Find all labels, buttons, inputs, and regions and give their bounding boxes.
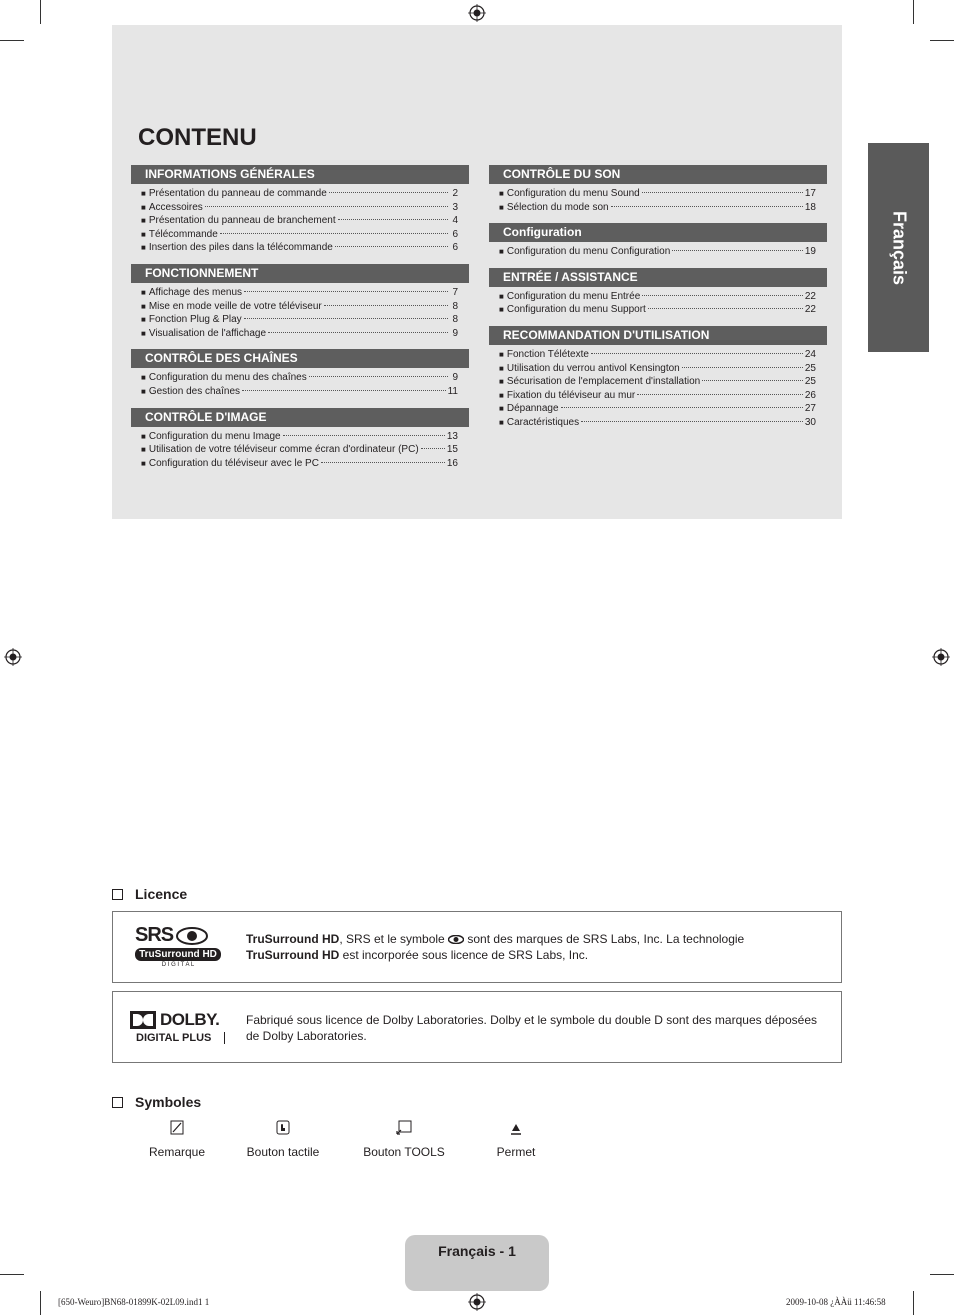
toc-entry[interactable] — [131, 457, 469, 471]
dot-leader — [561, 407, 803, 408]
toc-column-right — [489, 165, 827, 439]
toc-entry-label: Fonction Plug & Play — [148, 314, 242, 326]
square-bullet-icon: ■ — [141, 287, 146, 297]
toc-entry-label: Insertion des piles dans la télécommande — [148, 242, 333, 254]
toc-entry[interactable] — [489, 187, 827, 201]
toc-entry-page: 7 — [452, 286, 458, 298]
toc-entry-page: 9 — [452, 372, 458, 384]
crop-mark — [40, 1291, 41, 1315]
toc-entry-page: 25 — [804, 362, 816, 374]
toc-entry[interactable] — [489, 201, 827, 215]
dot-leader — [244, 291, 448, 292]
square-bullet-icon: ■ — [499, 404, 504, 414]
licence-heading — [112, 886, 187, 902]
symbol-touch-button — [245, 1118, 321, 1159]
square-bullet-icon: ■ — [141, 229, 146, 239]
srs-logo-sub: D I G I T A L — [161, 962, 195, 968]
dot-leader — [338, 219, 448, 220]
toc-section — [131, 165, 469, 255]
crop-mark — [40, 0, 41, 24]
toc-section-heading: CONTRÔLE D'IMAGE — [131, 408, 469, 427]
square-bullet-icon: ■ — [141, 243, 146, 253]
toc-entry-page: 3 — [452, 201, 458, 213]
symbol-note — [148, 1118, 206, 1159]
registration-mark-icon — [468, 4, 486, 22]
dot-leader — [321, 462, 445, 463]
toc-entry-label: Configuration du menu des chaînes — [148, 372, 307, 384]
toc-entry-label: Configuration du menu Sound — [506, 188, 640, 199]
srs-text-2: sont des marques de SRS Labs, Inc. La technologie — [464, 932, 745, 946]
toc-entry-page: 16 — [446, 457, 458, 469]
square-bullet-icon: ■ — [141, 373, 146, 383]
toc-entry-label: Utilisation de votre téléviseur comme écran d'ordinateur (PC) — [148, 444, 419, 456]
toc-entry-label: Affichage des menus — [148, 286, 243, 298]
srs-logo — [135, 924, 225, 968]
toc-entry-label: Présentation du panneau de commande — [148, 188, 327, 199]
toc-section-heading: RECOMMANDATION D'UTILISATION — [489, 326, 827, 345]
registration-mark-icon — [4, 648, 22, 666]
toc-entry-page: 17 — [804, 188, 816, 199]
square-bullet-icon: ■ — [499, 291, 504, 301]
toc-entry-page: 27 — [804, 403, 816, 415]
symbols-heading-label: Symboles — [135, 1094, 202, 1110]
dot-leader — [220, 233, 448, 234]
symbols-heading — [112, 1094, 201, 1110]
toc-entry[interactable] — [489, 362, 827, 376]
toc-column-left — [131, 165, 469, 479]
toc-entry-page: 24 — [804, 348, 816, 360]
square-bullet-icon: ■ — [141, 445, 146, 455]
square-bullet-icon: ■ — [499, 305, 504, 315]
dot-leader — [611, 206, 803, 207]
symbol-permit-label: Permet — [496, 1145, 536, 1159]
toc-entry-label: Mise en mode veille de votre téléviseur — [148, 300, 322, 312]
print-slug-left: [650-Weuro]BN68-01899K-02L09.ind1 1 — [58, 1297, 210, 1307]
toc-entry-page: 13 — [446, 430, 458, 442]
symbol-note-label: Remarque — [148, 1145, 206, 1159]
page-number-label: Français - 1 — [438, 1243, 516, 1259]
square-bullet-icon: ■ — [141, 328, 146, 338]
toc-entry-label: Configuration du menu Entrée — [506, 290, 641, 302]
dolby-licence-text: Fabriqué sous licence de Dolby Laboratories. Dolby et le symbole du double D sont des marques déposées de Dolby Laboratories. — [246, 1013, 817, 1043]
toc-entry[interactable] — [131, 201, 469, 215]
toc-entry-page: 30 — [804, 416, 816, 428]
toc-entry[interactable] — [131, 228, 469, 242]
dot-leader — [268, 332, 448, 333]
dot-leader — [642, 192, 803, 193]
srs-text-3: est incorporée sous licence de SRS Labs, Inc. — [339, 948, 589, 962]
srs-text-1: , SRS et le symbole — [339, 932, 449, 946]
dot-leader — [682, 367, 803, 368]
toc-section — [131, 408, 469, 471]
symbol-tools-button — [361, 1118, 447, 1159]
square-bullet-icon: ■ — [499, 202, 504, 212]
toc-entry-label: Configuration du téléviseur avec le PC — [148, 457, 319, 469]
dot-leader — [591, 353, 803, 354]
square-bullet-icon: ■ — [499, 349, 504, 359]
crop-mark — [0, 40, 24, 41]
toc-entry-label: Dépannage — [506, 403, 559, 415]
srs-text-bold-1: TruSurround HD — [246, 932, 340, 946]
toc-entry-label: Accessoires — [148, 201, 203, 213]
toc-entry-page: 22 — [804, 290, 816, 302]
toc-entry-page: 2 — [452, 188, 458, 199]
toc-entry[interactable] — [489, 290, 827, 304]
toc-entry-label: Caractéristiques — [506, 416, 580, 428]
toc-entry-label: Fixation du téléviseur au mur — [506, 389, 636, 401]
dot-leader — [648, 308, 803, 309]
crop-mark — [930, 40, 954, 41]
toc-entry-label: Gestion des chaînes — [148, 385, 241, 397]
note-icon — [148, 1118, 206, 1138]
dot-leader — [702, 380, 803, 381]
toc-entry-page: 25 — [804, 376, 816, 388]
dolby-logo-sub: DIGITAL PLUS — [130, 1032, 225, 1044]
square-bullet-icon: ■ — [141, 315, 146, 325]
square-bullet-icon: ■ — [499, 417, 504, 427]
page-number-tab — [405, 1235, 549, 1291]
toc-entry[interactable] — [131, 443, 469, 457]
toc-section-heading: Configuration — [489, 223, 827, 242]
toc-entry[interactable] — [489, 245, 827, 259]
symbol-touch-button-label: Bouton tactile — [246, 1145, 320, 1159]
toc-entry[interactable] — [131, 241, 469, 255]
square-bullet-icon: ■ — [141, 216, 146, 226]
dot-leader — [637, 394, 803, 395]
crop-mark — [0, 1274, 24, 1275]
page-title: CONTENU — [138, 124, 257, 151]
toc-section — [131, 349, 469, 398]
toc-entry-label: Présentation du panneau de branchement — [148, 215, 336, 227]
toc-entry[interactable] — [489, 402, 827, 416]
crop-mark — [930, 1274, 954, 1275]
square-bullet-icon: ■ — [499, 377, 504, 387]
dot-leader — [672, 250, 803, 251]
toc-section-heading: CONTRÔLE DU SON — [489, 165, 827, 184]
toc-section — [489, 326, 827, 430]
dolby-logo-brand: DOLBY. — [160, 1010, 220, 1029]
toc-entry-label: Utilisation du verrou antivol Kensington — [506, 362, 680, 374]
dolby-double-d-icon — [130, 1011, 156, 1029]
srs-logo-product: TruSurround HD — [135, 948, 221, 961]
square-bullet-icon: ■ — [499, 363, 504, 373]
toc-entry-page: 26 — [804, 389, 816, 401]
toc-section-heading: ENTRÉE / ASSISTANCE — [489, 268, 827, 287]
toc-entry-page: 8 — [452, 300, 458, 312]
registration-mark-icon — [468, 1293, 486, 1311]
toc-entry-label: Sécurisation de l'emplacement d'installation — [506, 376, 701, 388]
toc-entry-page: 15 — [446, 444, 458, 456]
toc-entry[interactable] — [131, 430, 469, 444]
toc-section — [489, 165, 827, 214]
toc-entry-label: Configuration du menu Image — [148, 430, 281, 442]
toc-entry[interactable] — [131, 327, 469, 341]
toc-entry[interactable] — [489, 348, 827, 362]
dot-leader — [329, 192, 448, 193]
toc-entry-page: 9 — [452, 327, 458, 339]
crop-mark — [913, 0, 914, 24]
touch-button-icon — [245, 1118, 321, 1138]
print-slug-right: 2009-10-08 ¿ÀÀü 11:46:58 — [786, 1297, 886, 1307]
square-bullet-icon: ■ — [141, 431, 146, 441]
toc-entry-label: Visualisation de l'affichage — [148, 327, 267, 339]
toc-entry-label: Configuration du menu Configuration — [506, 246, 671, 258]
toc-entry-label: Télécommande — [148, 228, 218, 240]
toc-section-heading: FONCTIONNEMENT — [131, 264, 469, 283]
toc-entry[interactable] — [131, 371, 469, 385]
dot-leader — [309, 376, 448, 377]
toc-entry-page: 8 — [452, 314, 458, 326]
symbol-permit — [494, 1118, 538, 1159]
toc-entry[interactable] — [131, 187, 469, 201]
toc-entry-label: Fonction Télétexte — [506, 348, 589, 360]
dot-leader — [324, 305, 448, 306]
square-bullet-icon: ■ — [499, 247, 504, 257]
toc-entry-page: 22 — [804, 304, 816, 316]
square-bullet-icon: ■ — [499, 189, 504, 198]
toc-entry[interactable] — [131, 300, 469, 314]
toc-entry[interactable] — [131, 286, 469, 300]
dot-leader — [283, 435, 445, 436]
dot-leader — [244, 318, 448, 319]
toc-entry[interactable] — [489, 375, 827, 389]
licence-heading-label: Licence — [135, 886, 188, 902]
permit-icon — [494, 1118, 538, 1138]
crop-mark — [913, 1291, 914, 1315]
dolby-licence-box — [112, 991, 842, 1063]
toc-section-heading: INFORMATIONS GÉNÉRALES — [131, 165, 469, 184]
srs-licence-box — [112, 911, 842, 983]
square-bullet-icon: ■ — [141, 386, 146, 396]
toc-entry-page: 6 — [452, 228, 458, 240]
dot-leader — [581, 421, 803, 422]
toc-entry[interactable] — [489, 416, 827, 430]
toc-section — [489, 223, 827, 259]
toc-entry[interactable] — [131, 214, 469, 228]
square-bullet-icon: ■ — [141, 301, 146, 311]
toc-entry-page: 18 — [804, 201, 816, 213]
srs-text-bold-2: TruSurround HD — [246, 948, 340, 962]
dot-leader — [421, 448, 445, 449]
tools-button-icon — [361, 1118, 447, 1138]
symbol-tools-button-label: Bouton TOOLS — [363, 1145, 445, 1159]
toc-section — [489, 268, 827, 317]
language-tab-label: Français — [889, 210, 909, 285]
toc-entry-page: 4 — [452, 215, 458, 227]
checkbox-bullet-icon — [112, 1097, 123, 1108]
dot-leader — [642, 295, 803, 296]
toc-entry-label: Configuration du menu Support — [506, 304, 646, 316]
srs-licence-text — [246, 931, 831, 963]
srs-symbol-icon — [176, 927, 208, 945]
toc-entry-page: 11 — [447, 385, 458, 397]
dolby-logo — [130, 1010, 230, 1048]
square-bullet-icon: ■ — [141, 458, 146, 468]
toc-section-heading: CONTRÔLE DES CHAÎNES — [131, 349, 469, 368]
toc-entry[interactable] — [489, 389, 827, 403]
srs-logo-brand: SRS — [135, 924, 174, 946]
toc-section — [131, 264, 469, 340]
square-bullet-icon: ■ — [141, 189, 146, 198]
toc-entry-page: 19 — [804, 246, 816, 258]
dot-leader — [205, 206, 448, 207]
square-bullet-icon: ■ — [141, 202, 146, 212]
toc-entry[interactable] — [131, 385, 469, 399]
toc-entry-label: Sélection du mode son — [506, 201, 609, 213]
checkbox-bullet-icon — [112, 889, 123, 900]
toc-entry[interactable] — [131, 313, 469, 327]
language-tab — [868, 143, 929, 352]
dot-leader — [242, 390, 446, 391]
toc-entry-page: 6 — [452, 242, 458, 254]
toc-entry[interactable] — [489, 303, 827, 317]
registration-mark-icon — [932, 648, 950, 666]
square-bullet-icon: ■ — [499, 390, 504, 400]
srs-inline-symbol-icon — [448, 935, 464, 944]
dot-leader — [335, 246, 448, 247]
